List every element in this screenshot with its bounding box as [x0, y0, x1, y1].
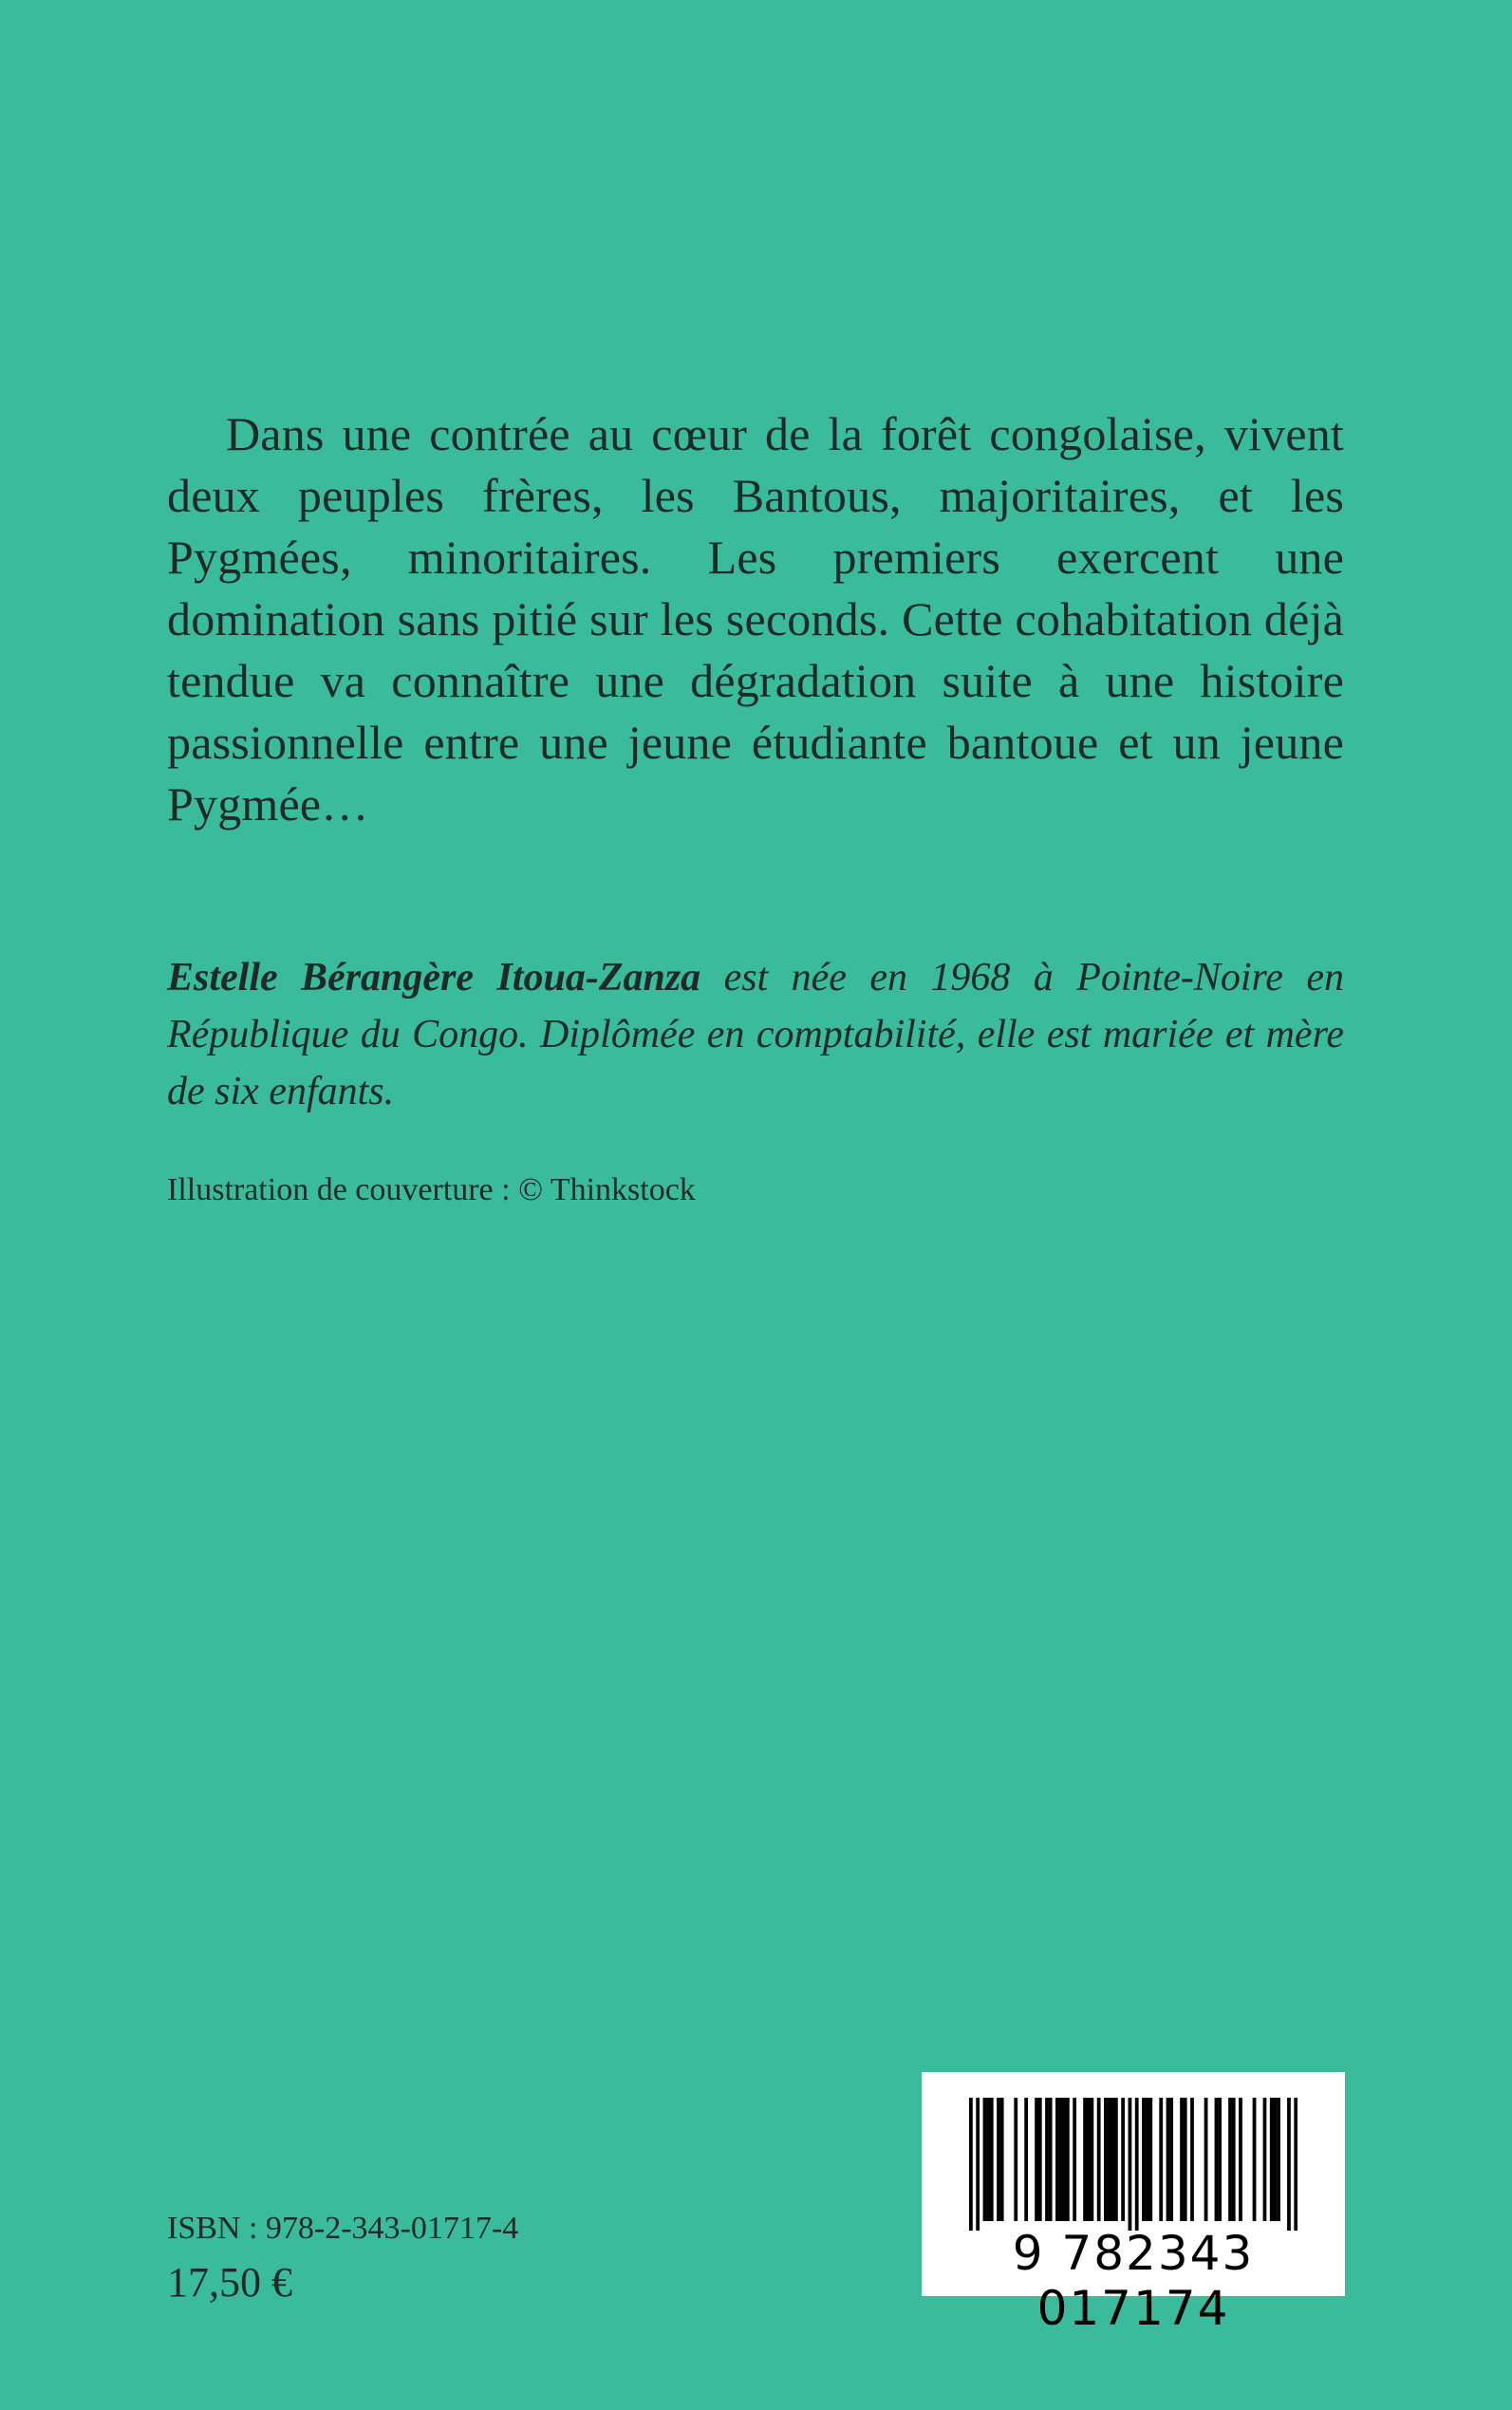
barcode-bar — [1111, 2098, 1114, 2221]
barcode-bar — [983, 2098, 987, 2221]
blurb-paragraph: Dans une contrée au cœur de la forêt congolaise, vivent deux peuples frères, les Bantous, majoritaires, et les Pygmées, minoritaires. Les premiers exercent une domination sans pitié sur les seconds. Cette cohabitation déjà tendue va connaître une dégradation suite à une histoire passionnelle entre une jeune étudiante bantoue et un jeune Pygmée… — [167, 407, 1344, 831]
barcode-bar — [1184, 2098, 1187, 2221]
barcode-bar — [1035, 2098, 1038, 2221]
barcode-bar — [1277, 2098, 1280, 2221]
barcode-bar — [1038, 2098, 1042, 2221]
barcode-bar — [969, 2098, 973, 2231]
barcode-digits: 9 782343 017174 — [1012, 2226, 1255, 2336]
barcode-bar — [1083, 2098, 1087, 2221]
barcode-bar — [976, 2098, 980, 2231]
barcode-bar — [1148, 2098, 1152, 2221]
barcode-bar — [1270, 2098, 1274, 2221]
barcode-bar — [1108, 2098, 1111, 2221]
barcode-bar — [997, 2098, 1000, 2221]
barcode-bar — [1204, 2098, 1208, 2221]
barcode-bar — [1073, 2098, 1076, 2221]
barcode-bar — [1059, 2098, 1063, 2221]
barcode-bar — [1049, 2098, 1053, 2221]
barcode-bar — [1167, 2098, 1170, 2221]
barcode-bar — [1232, 2098, 1236, 2221]
barcode-bar — [1169, 2098, 1173, 2221]
barcode-bar — [1087, 2098, 1091, 2221]
barcode-bar — [1014, 2098, 1017, 2221]
barcode-bar — [1180, 2098, 1184, 2221]
barcode-bar — [1190, 2098, 1194, 2221]
barcode-bar — [986, 2098, 990, 2221]
barcode-bar — [1263, 2098, 1267, 2221]
barcode-bar — [1024, 2098, 1028, 2221]
barcode-bar — [1055, 2098, 1059, 2221]
barcode-bar — [1062, 2098, 1066, 2221]
barcode-bar — [1218, 2098, 1222, 2221]
barcode-bar — [1104, 2098, 1108, 2221]
barcode-bar — [1215, 2098, 1219, 2221]
barcode-bar — [1097, 2098, 1101, 2221]
barcode-bar — [1159, 2098, 1163, 2221]
barcode-bar — [1146, 2098, 1149, 2221]
barcode-bar — [1228, 2098, 1232, 2221]
barcode-bar — [1294, 2098, 1297, 2231]
barcode — [922, 2072, 1345, 2336]
isbn-label: ISBN : 978-2-343-01717-4 — [167, 2211, 519, 2246]
barcode-bar — [990, 2098, 994, 2221]
author-bio — [167, 949, 1344, 1120]
barcode-bar — [1287, 2098, 1291, 2231]
barcode-bar — [1135, 2098, 1139, 2231]
barcode-bar — [1274, 2098, 1278, 2221]
barcode-bar — [1121, 2098, 1125, 2221]
barcode-bar — [1000, 2098, 1004, 2221]
cover-illustration-credit: Illustration de couverture : © Thinkstock — [167, 1172, 696, 1207]
barcode-bar — [1090, 2098, 1093, 2221]
barcode-bar — [1114, 2098, 1118, 2221]
barcode-bar — [1129, 2098, 1132, 2231]
barcode-bar — [1045, 2098, 1049, 2221]
barcode-bar — [1253, 2098, 1257, 2221]
barcode-bar — [1066, 2098, 1070, 2221]
author-name: Estelle Bérangère Itoua-Zanza — [167, 956, 701, 999]
barcode-bars — [969, 2098, 1297, 2231]
barcode-bar — [1239, 2098, 1242, 2221]
barcode-bar — [1142, 2098, 1146, 2221]
price-label: 17,50 € — [167, 2259, 292, 2306]
author-bio-text: est née en 1968 à Pointe-Noire en République du Congo. Diplômée en comptabilité, elle est mariée et mère de six enfants. — [167, 956, 1344, 1113]
